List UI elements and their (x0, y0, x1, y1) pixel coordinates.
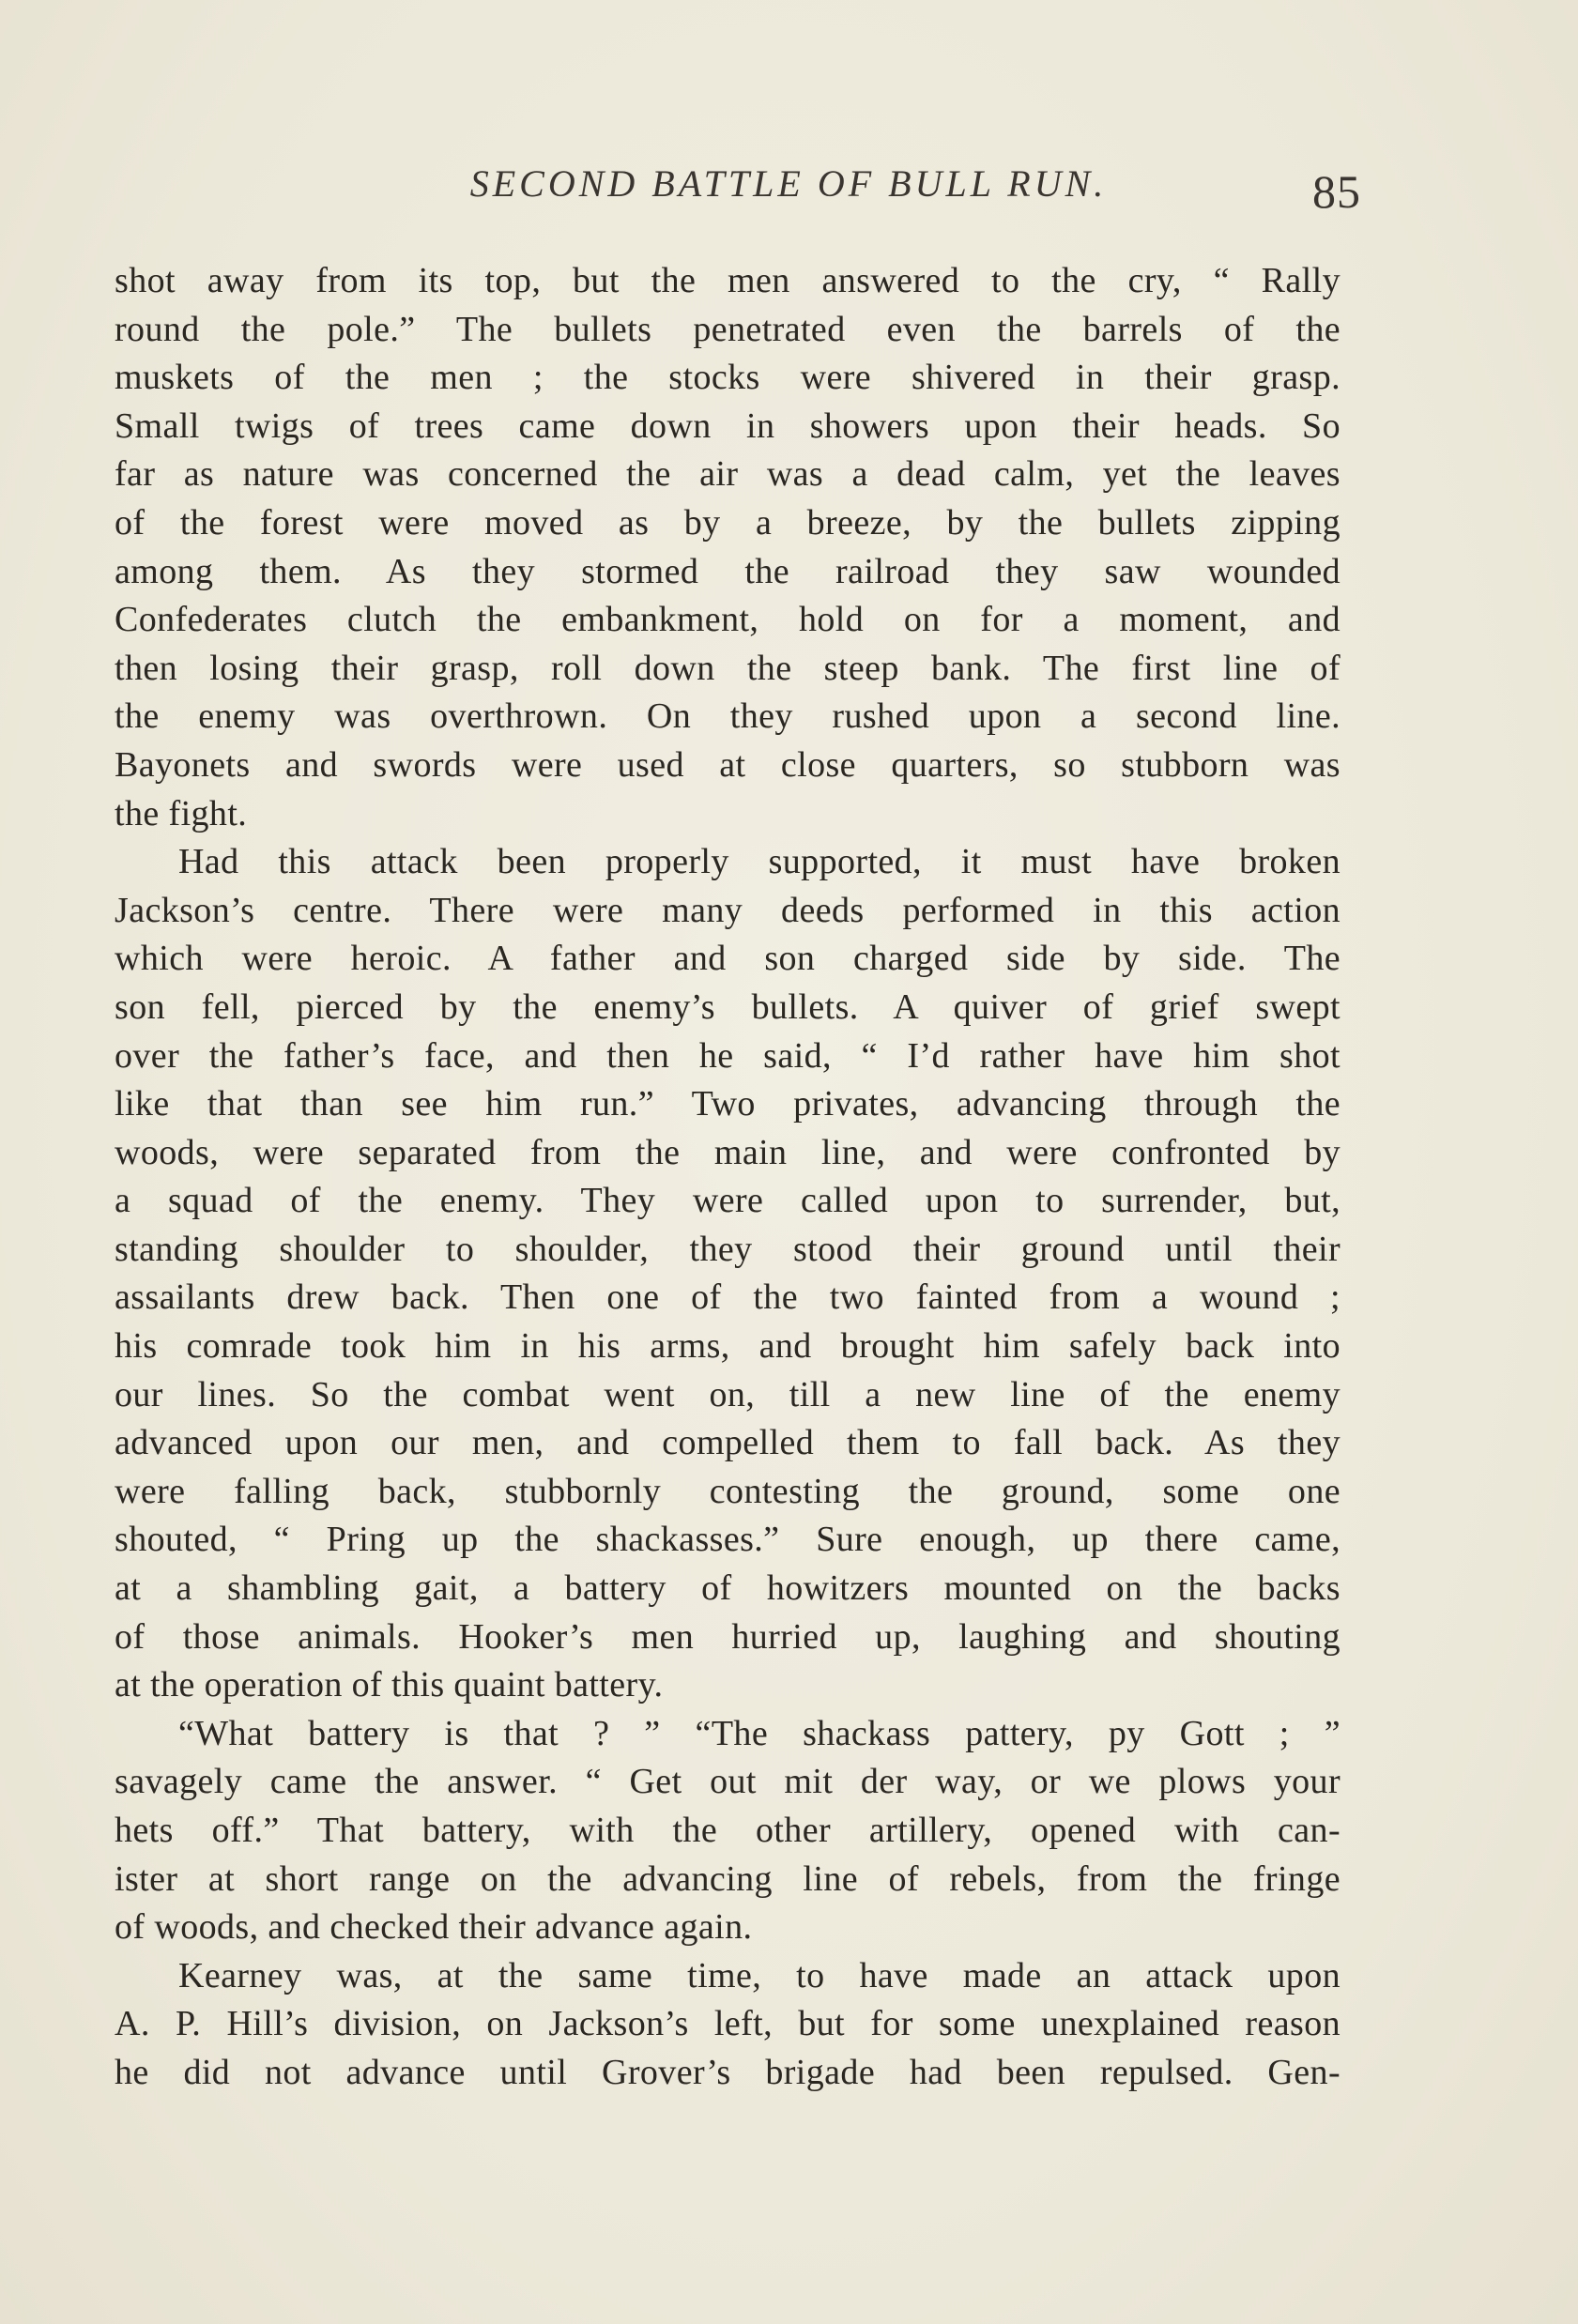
text-line (115, 1226, 1341, 1275)
text-line-content: Jackson’s centre. There were many deeds performed in this action (115, 890, 1341, 930)
text-line (115, 935, 1341, 984)
text-line (115, 1758, 1341, 1807)
text-line (115, 790, 1341, 839)
text-line (115, 887, 1341, 936)
text-line (115, 2000, 1341, 2049)
running-head: SECOND BATTLE OF BULL RUN. (469, 162, 1108, 205)
text-line (115, 1856, 1341, 1904)
text-line-content: which were heroic. A father and son charged side by side. The (115, 939, 1341, 979)
text-line (115, 742, 1341, 790)
text-line-content: he did not advance until Grover’s brigade had been repulsed. Gen- (115, 2052, 1341, 2092)
text-line (115, 693, 1341, 742)
text-line (115, 1565, 1341, 1613)
text-line-content: round the pole.” The bullets penetrated even the barrels of the (115, 309, 1341, 349)
text-line-content: then losing their grasp, roll down the steep bank. The first line of (115, 648, 1341, 688)
text-line-content: Had this attack been properly supported, it must have broken (178, 842, 1341, 882)
text-line-content: Kearney was, at the same time, to have made an attack upon (178, 1955, 1341, 1995)
text-line-content: “What battery is that ? ” “The shackass pattery, py Gott ; ” (178, 1713, 1341, 1753)
text-line-content: the enemy was overthrown. On they rushed upon a second line. (115, 696, 1341, 737)
text-line-content: woods, were separated from the main line, and were confronted by (115, 1132, 1341, 1172)
text-line-content: advanced upon our men, and compelled them to fall back. As they (115, 1423, 1341, 1463)
text-line (115, 1080, 1341, 1129)
text-line-content: over the father’s face, and then he said, “ I’d rather have him shot (115, 1035, 1341, 1076)
text-line (115, 1177, 1341, 1226)
text-line (115, 1807, 1341, 1856)
text-line-content: like that than see him run.” Two privates, advancing through the (115, 1084, 1341, 1124)
body-text (115, 257, 1341, 2098)
text-line (115, 1371, 1341, 1420)
text-line-content: of those animals. Hooker’s men hurried up, laughing and shouting (115, 1616, 1341, 1657)
text-line (115, 1613, 1341, 1662)
text-line-content: at the operation of this quaint battery. (115, 1665, 664, 1705)
text-line (115, 306, 1341, 355)
text-line (115, 1661, 1341, 1710)
text-line (115, 1710, 1341, 1759)
text-line-content: of woods, and checked their advance again. (115, 1907, 753, 1948)
text-line-content: savagely came the answer. “ Get out mit der way, or we plows your (115, 1762, 1341, 1802)
text-line (115, 1419, 1341, 1468)
text-line (115, 1274, 1341, 1323)
page-number: 85 (1312, 165, 1361, 218)
text-line (115, 1516, 1341, 1565)
text-line (115, 354, 1341, 403)
text-line (115, 1952, 1341, 2001)
text-line-content: his comrade took him in his arms, and brought him safely back into (115, 1326, 1341, 1367)
text-line (115, 1032, 1341, 1081)
text-line-content: Bayonets and swords were used at close quarters, so stubborn was (115, 744, 1341, 785)
text-line-content: at a shambling gait, a battery of howitzers mounted on the backs (115, 1568, 1341, 1609)
text-line (115, 257, 1341, 306)
text-line (115, 2049, 1341, 2098)
text-line-content: among them. As they stormed the railroad they saw wounded (115, 551, 1341, 591)
text-line (115, 548, 1341, 597)
text-line (115, 451, 1341, 499)
text-line-content: muskets of the men ; the stocks were shivered in their grasp. (115, 358, 1341, 398)
text-line (115, 596, 1341, 645)
text-line-content: assailants drew back. Then one of the two fainted from a wound ; (115, 1277, 1341, 1318)
text-line (115, 499, 1341, 548)
text-line-content: far as nature was concerned the air was a dead calm, yet the leaves (115, 454, 1341, 495)
text-line-content: son fell, pierced by the enemy’s bullets. A quiver of grief swept (115, 986, 1341, 1027)
text-line (115, 645, 1341, 694)
text-line-content: a squad of the enemy. They were called upon to surrender, but, (115, 1181, 1341, 1221)
text-line (115, 1468, 1341, 1517)
text-line (115, 1323, 1341, 1371)
text-line-content: shouted, “ Pring up the shackasses.” Sure enough, up there came, (115, 1520, 1341, 1560)
text-line-content: Small twigs of trees came down in showers upon their heads. So (115, 405, 1341, 446)
text-line-content: our lines. So the combat went on, till a new line of the enemy (115, 1374, 1341, 1414)
text-line (115, 1904, 1341, 1952)
text-line-content: were falling back, stubbornly contesting the ground, some one (115, 1471, 1341, 1511)
text-line-content: A. P. Hill’s division, on Jackson’s left, but for some unexplained reason (115, 2004, 1341, 2044)
text-line-content: the fight. (115, 793, 248, 833)
text-line-content: Confederates clutch the embankment, hold on for a moment, and (115, 600, 1341, 640)
text-line-content: standing shoulder to shoulder, they stood their ground until their (115, 1229, 1341, 1269)
text-line-content: hets off.” That battery, with the other artillery, opened with can- (115, 1811, 1341, 1850)
text-line-content: of the forest were moved as by a breeze, by the bullets zipping (115, 502, 1341, 543)
text-line (115, 838, 1341, 887)
text-line-content: shot away from its top, but the men answered to the cry, “ Rally (115, 261, 1341, 300)
text-line (115, 1129, 1341, 1178)
text-line (115, 984, 1341, 1032)
text-line-content: ister at short range on the advancing line of rebels, from the fringe (115, 1858, 1341, 1899)
text-line (115, 403, 1341, 451)
